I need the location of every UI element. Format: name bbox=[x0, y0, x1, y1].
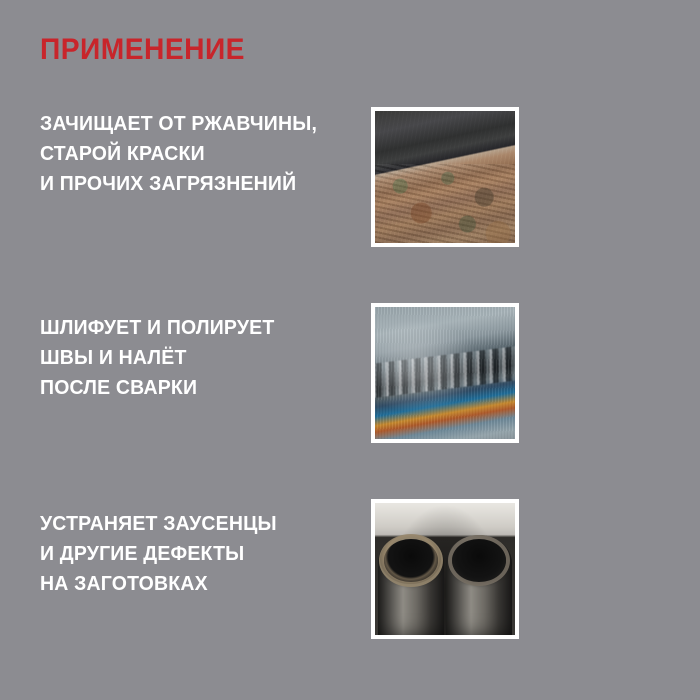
feature-text-2 bbox=[40, 313, 335, 403]
feature-text-2-line-3: ПОСЛЕ СВАРКИ bbox=[40, 376, 198, 399]
feature-text-1-line-1: ЗАЧИЩАЕТ ОТ РЖАВЧИНЫ, bbox=[40, 112, 318, 135]
list-item bbox=[0, 95, 700, 291]
feature-text-2-line-1: ШЛИФУЕТ И ПОЛИРУЕТ bbox=[40, 316, 275, 339]
weld-texture bbox=[375, 307, 515, 439]
pipes-texture bbox=[375, 503, 515, 635]
steel-pipes-photo bbox=[371, 499, 519, 639]
feature-text-1-line-3: И ПРОЧИХ ЗАГРЯЗНЕНИЙ bbox=[40, 172, 297, 195]
pipe-left-bore bbox=[384, 539, 438, 582]
feature-text-3 bbox=[40, 509, 335, 599]
pipe-right-bore bbox=[452, 539, 506, 582]
page-title: ПРИМЕНЕНИЕ bbox=[40, 33, 245, 66]
rusty-metal-plate-photo bbox=[371, 107, 519, 247]
weld-seam-photo bbox=[371, 303, 519, 443]
feature-text-1-line-2: СТАРОЙ КРАСКИ bbox=[40, 142, 205, 165]
photo-frame-3 bbox=[375, 503, 515, 635]
feature-list bbox=[0, 95, 700, 683]
feature-text-2-line-2: ШВЫ И НАЛЁТ bbox=[40, 346, 187, 369]
list-item bbox=[0, 487, 700, 683]
feature-text-1 bbox=[40, 109, 335, 199]
photo-frame-1 bbox=[375, 111, 515, 243]
feature-text-3-line-2: И ДРУГИЕ ДЕФЕКТЫ bbox=[40, 542, 245, 565]
photo-frame-2 bbox=[375, 307, 515, 439]
list-item bbox=[0, 291, 700, 487]
pipe-right bbox=[446, 535, 512, 635]
pipe-left bbox=[378, 535, 444, 635]
rust-texture bbox=[375, 111, 515, 243]
feature-text-3-line-1: УСТРАНЯЕТ ЗАУСЕНЦЫ bbox=[40, 512, 277, 535]
feature-text-3-line-3: НА ЗАГОТОВКАХ bbox=[40, 572, 208, 595]
